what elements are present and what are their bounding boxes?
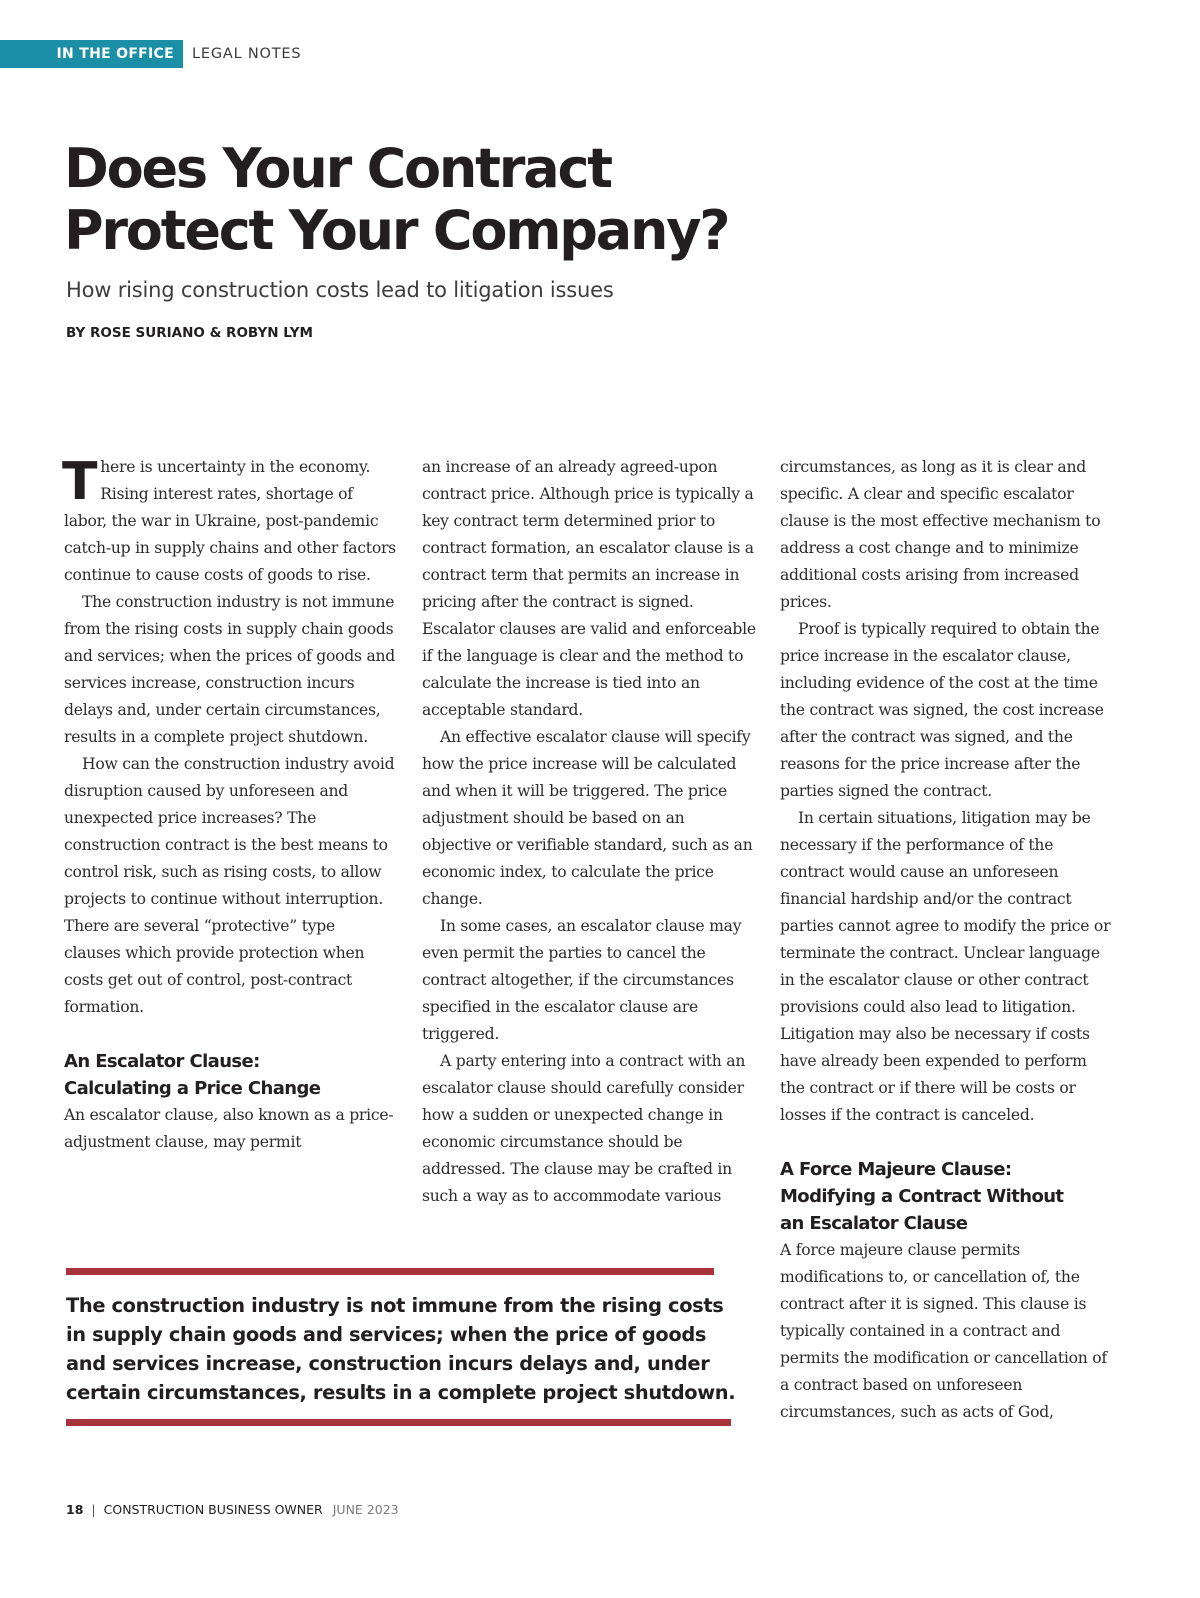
pull-quote-line: and services increase, construction incurs delays and, under [66, 1352, 710, 1375]
paragraph: An escalator clause, also known as a price-adjustment clause, may permit [64, 1106, 394, 1151]
publication-name: CONSTRUCTION BUSINESS OWNER [103, 1502, 323, 1517]
page-number: 18 [66, 1502, 84, 1517]
paragraph: In some cases, an escalator clause may even permit the parties to cancel the contract altogether, if the circumstances specified in the escalator clause are triggered. [422, 917, 742, 1043]
body-column-1 [64, 454, 396, 1156]
subhead-line: Modifying a Contract Without [780, 1186, 1064, 1207]
paragraph: An effective escalator clause will specify how the price increase will be calculated and when it will be triggered. The price adjustment should be based on an objective or verifiable standard, such as an economic index, to calculate the price change. [422, 728, 753, 908]
subsection-label: LEGAL NOTES [192, 46, 302, 62]
byline: BY ROSE SURIANO & ROBYN LYM [66, 325, 313, 341]
paragraph: Proof is typically required to obtain the price increase in the escalator clause, including evidence of the cost at the time the contract was signed, the cost increase after the contract was signed, and the reasons for the price increase after the parties signed the contract. [780, 620, 1104, 800]
footer-separator: | [91, 1502, 96, 1517]
paragraph: A force majeure clause permits modifications to, or cancellation of, the contract after it is signed. This clause is typically contained in a contract and permits the modification or cancellation of a contract based on unforeseen circumstances, such as acts of God, [780, 1241, 1107, 1421]
pull-quote-line: in supply chain goods and services; when the price of goods [66, 1323, 707, 1346]
paragraph: an increase of an already agreed-upon contract price. Although price is typically a key contract term determined prior to contract formation, an escalator clause is a contract term that permits an increase in pricing after the contract is signed. Escalator clauses are valid and enforceable if the language is clear and the method to calculate the increase is tied into an acceptable standard. [422, 458, 756, 719]
drop-cap: T [62, 452, 98, 512]
section-tab [0, 40, 183, 68]
article-deck: How rising construction costs lead to litigation issues [66, 278, 614, 302]
section-label: IN THE OFFICE [56, 46, 174, 62]
pull-quote-rule-top [66, 1268, 714, 1275]
subhead-line: an Escalator Clause [780, 1213, 968, 1234]
subhead-escalator-clause [64, 1048, 396, 1102]
title-line-2: Protect Your Company? [64, 199, 729, 262]
page-footer [66, 1502, 399, 1517]
article-title [64, 138, 824, 262]
paragraph [64, 454, 396, 589]
pull-quote [66, 1291, 746, 1407]
paragraph: The construction industry is not immune from the rising costs in supply chain goods and services; when the prices of goods and services increase, construction incurs delays and, under certain circumstances, results in a complete project shutdown. [64, 593, 396, 746]
pull-quote-rule-bottom [66, 1419, 731, 1426]
pull-quote-line: The construction industry is not immune from the rising costs [66, 1294, 724, 1317]
paragraph: circumstances, as long as it is clear and specific. A clear and specific escalator clause is the most effective mechanism to address a cost change and to minimize additional costs arising from increased prices. [780, 458, 1101, 611]
title-line-1: Does Your Contract [64, 137, 611, 200]
paragraph: In certain situations, litigation may be necessary if the performance of the contract would cause an unforeseen financial hardship and/or the contract parties cannot agree to modify the price or terminate the contract. Unclear language in the escalator clause or other contract provisions could also lead to litigation. Litigation may also be necessary if costs have already been expended to perform the contract or if there will be costs or losses if the contract is canceled. [780, 809, 1111, 1124]
subhead-line: An Escalator Clause: [64, 1051, 260, 1072]
subhead-line: Calculating a Price Change [64, 1078, 321, 1099]
pull-quote-line: certain circumstances, results in a complete project shutdown. [66, 1381, 736, 1404]
paragraph-text: here is uncertainty in the economy. Rising interest rates, shortage of labor, the war in Ukraine, post-pandemic catch-up in supply chains and other factors continue to cause costs of goods to rise. [64, 458, 396, 584]
body-column-2 [422, 454, 756, 1210]
subhead-force-majeure [780, 1156, 1114, 1237]
paragraph: A party entering into a contract with an escalator clause should carefully consider how a sudden or unexpected change in economic circumstance should be addressed. The clause may be crafted in such a way as to accommodate various [422, 1052, 746, 1205]
issue-date: JUNE 2023 [332, 1502, 399, 1517]
subhead-line: A Force Majeure Clause: [780, 1159, 1012, 1180]
paragraph: How can the construction industry avoid disruption caused by unforeseen and unexpected price increases? The construction contract is the best means to control risk, such as rising costs, to allow projects to continue without interruption. There are several “protective” type clauses which provide protection when costs get out of control, post-contract formation. [64, 755, 395, 1016]
body-column-3 [780, 454, 1114, 1426]
